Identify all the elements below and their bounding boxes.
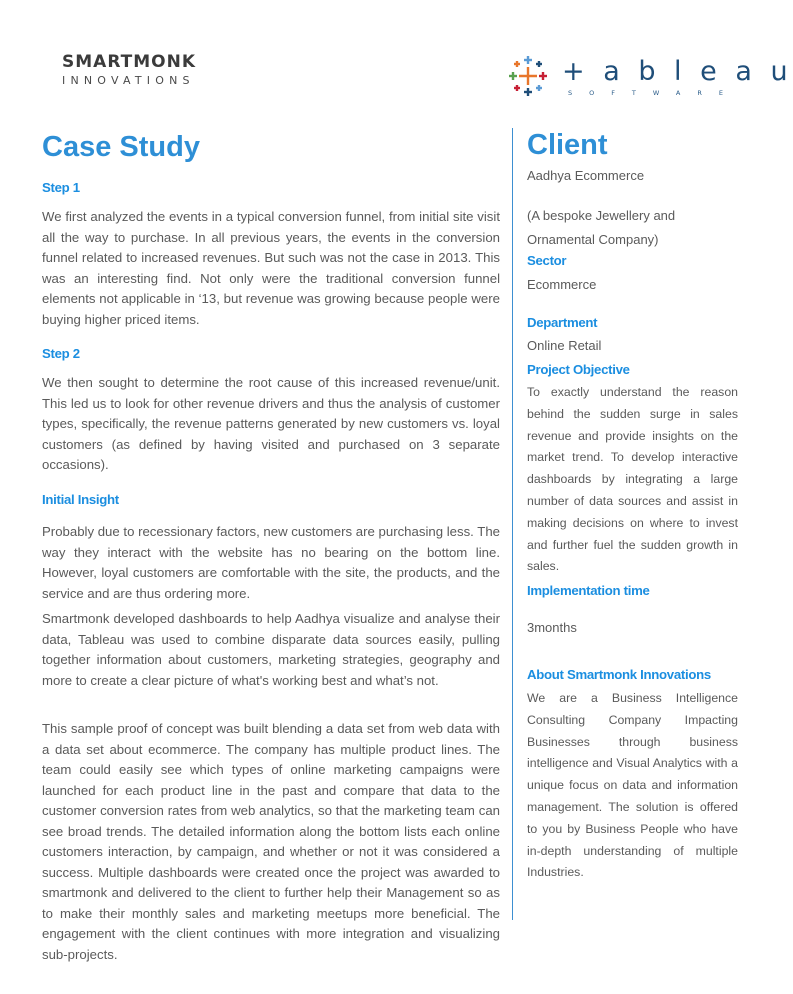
tableau-wordmark: + a b l e a u bbox=[562, 56, 793, 87]
sector-value: Ecommerce bbox=[527, 277, 597, 292]
insight-text-1: Probably due to recessionary factors, new customers are purchasing less. The way they interact with the website has no bearing on the bottom line. However, loyal customers are comfortable with the site, the products, and the service and are thus ordering more. bbox=[42, 524, 500, 601]
department-value: Online Retail bbox=[527, 338, 602, 353]
column-divider bbox=[512, 128, 513, 920]
implementation-value: 3months bbox=[527, 620, 577, 635]
smartmonk-logo-name: SMARTMONK bbox=[62, 52, 197, 72]
client-description: (A bespoke Jewellery and Ornamental Company) bbox=[527, 208, 676, 247]
insight-text-2: Smartmonk developed dashboards to help Aadhya visualize and analyse their data, Tableau was used to combine disparate data sources easily, pulling together information about customers, marketing strategies, geography and more to create a clear picture of what's working best and what’s not. bbox=[42, 611, 500, 688]
about-text: We are a Business Intelligence Consulting Company Impacting Businesses through business intelligence and Visual Analytics with a unique focus on data and information management. The solution is offered to you by Business People who have in-depth understanding of multiple Industries. bbox=[527, 691, 738, 880]
client-name: Aadhya Ecommerce bbox=[527, 168, 645, 183]
step2-text: We then sought to determine the root cause of this increased revenue/unit. This led us to look for other revenue drivers and thus the analysis of customer types, specifically, the revenue patterns generated by new customers vs. loyal customers (as defined by having visited and purchased on 3 separate occasions). bbox=[42, 375, 500, 472]
objective-heading: Project Objective bbox=[527, 362, 630, 377]
insight-text-3: This sample proof of concept was built blending a data set from web data with a data set about ecommerce. The company has multiple product lines. The team could easily see which types of online marketing campaigns were launched for each product line in the past and compare that data to the customer conversion rates from web analytics, so that the marketing team can see broad trends. The detailed information along the bottom lists each online customers interaction, by campaign, and whether or not it was considered a success. Multiple dashboards were created once the project was awarded to smartmonk and delivered to the client to further help their Management so as to make their monthly sales and marketing meetups more beneficial. The engagement with the client continues with more integration and visualizing sub-projects. bbox=[42, 721, 500, 962]
tableau-logo bbox=[508, 55, 793, 97]
insight-heading: Initial Insight bbox=[42, 492, 119, 507]
smartmonk-logo bbox=[62, 52, 196, 88]
sector-heading: Sector bbox=[527, 253, 567, 268]
tableau-sub: SOFTWARE bbox=[568, 89, 740, 97]
department-heading: Department bbox=[527, 315, 598, 330]
case-study-title: Case Study bbox=[42, 131, 200, 163]
implementation-heading: Implementation time bbox=[527, 583, 650, 598]
step1-heading: Step 1 bbox=[42, 180, 80, 195]
tableau-cross-icon bbox=[508, 55, 552, 97]
smartmonk-logo-sub: INNOVATIONS bbox=[62, 74, 195, 87]
client-title: Client bbox=[527, 129, 608, 161]
about-heading: About Smartmonk Innovations bbox=[527, 667, 711, 682]
step2-heading: Step 2 bbox=[42, 346, 80, 361]
objective-text: To exactly understand the reason behind the sudden surge in sales revenue and provide insights on the market trend. To develop interactive dashboards by integrating a large number of data sources and assist in making decisions on where to invest and further fuel the sudden growth in sales. bbox=[527, 385, 738, 574]
step1-text: We first analyzed the events in a typical conversion funnel, from initial site visit all the way to purchase. In all previous years, the events in the conversion funnel related to increased revenues. But such was not the case in 2013. This was an interesting find. Not only were the traditional conversion funnel elements not applicable in ‘13, but revenue was growing because people were buying higher priced items. bbox=[42, 209, 500, 327]
